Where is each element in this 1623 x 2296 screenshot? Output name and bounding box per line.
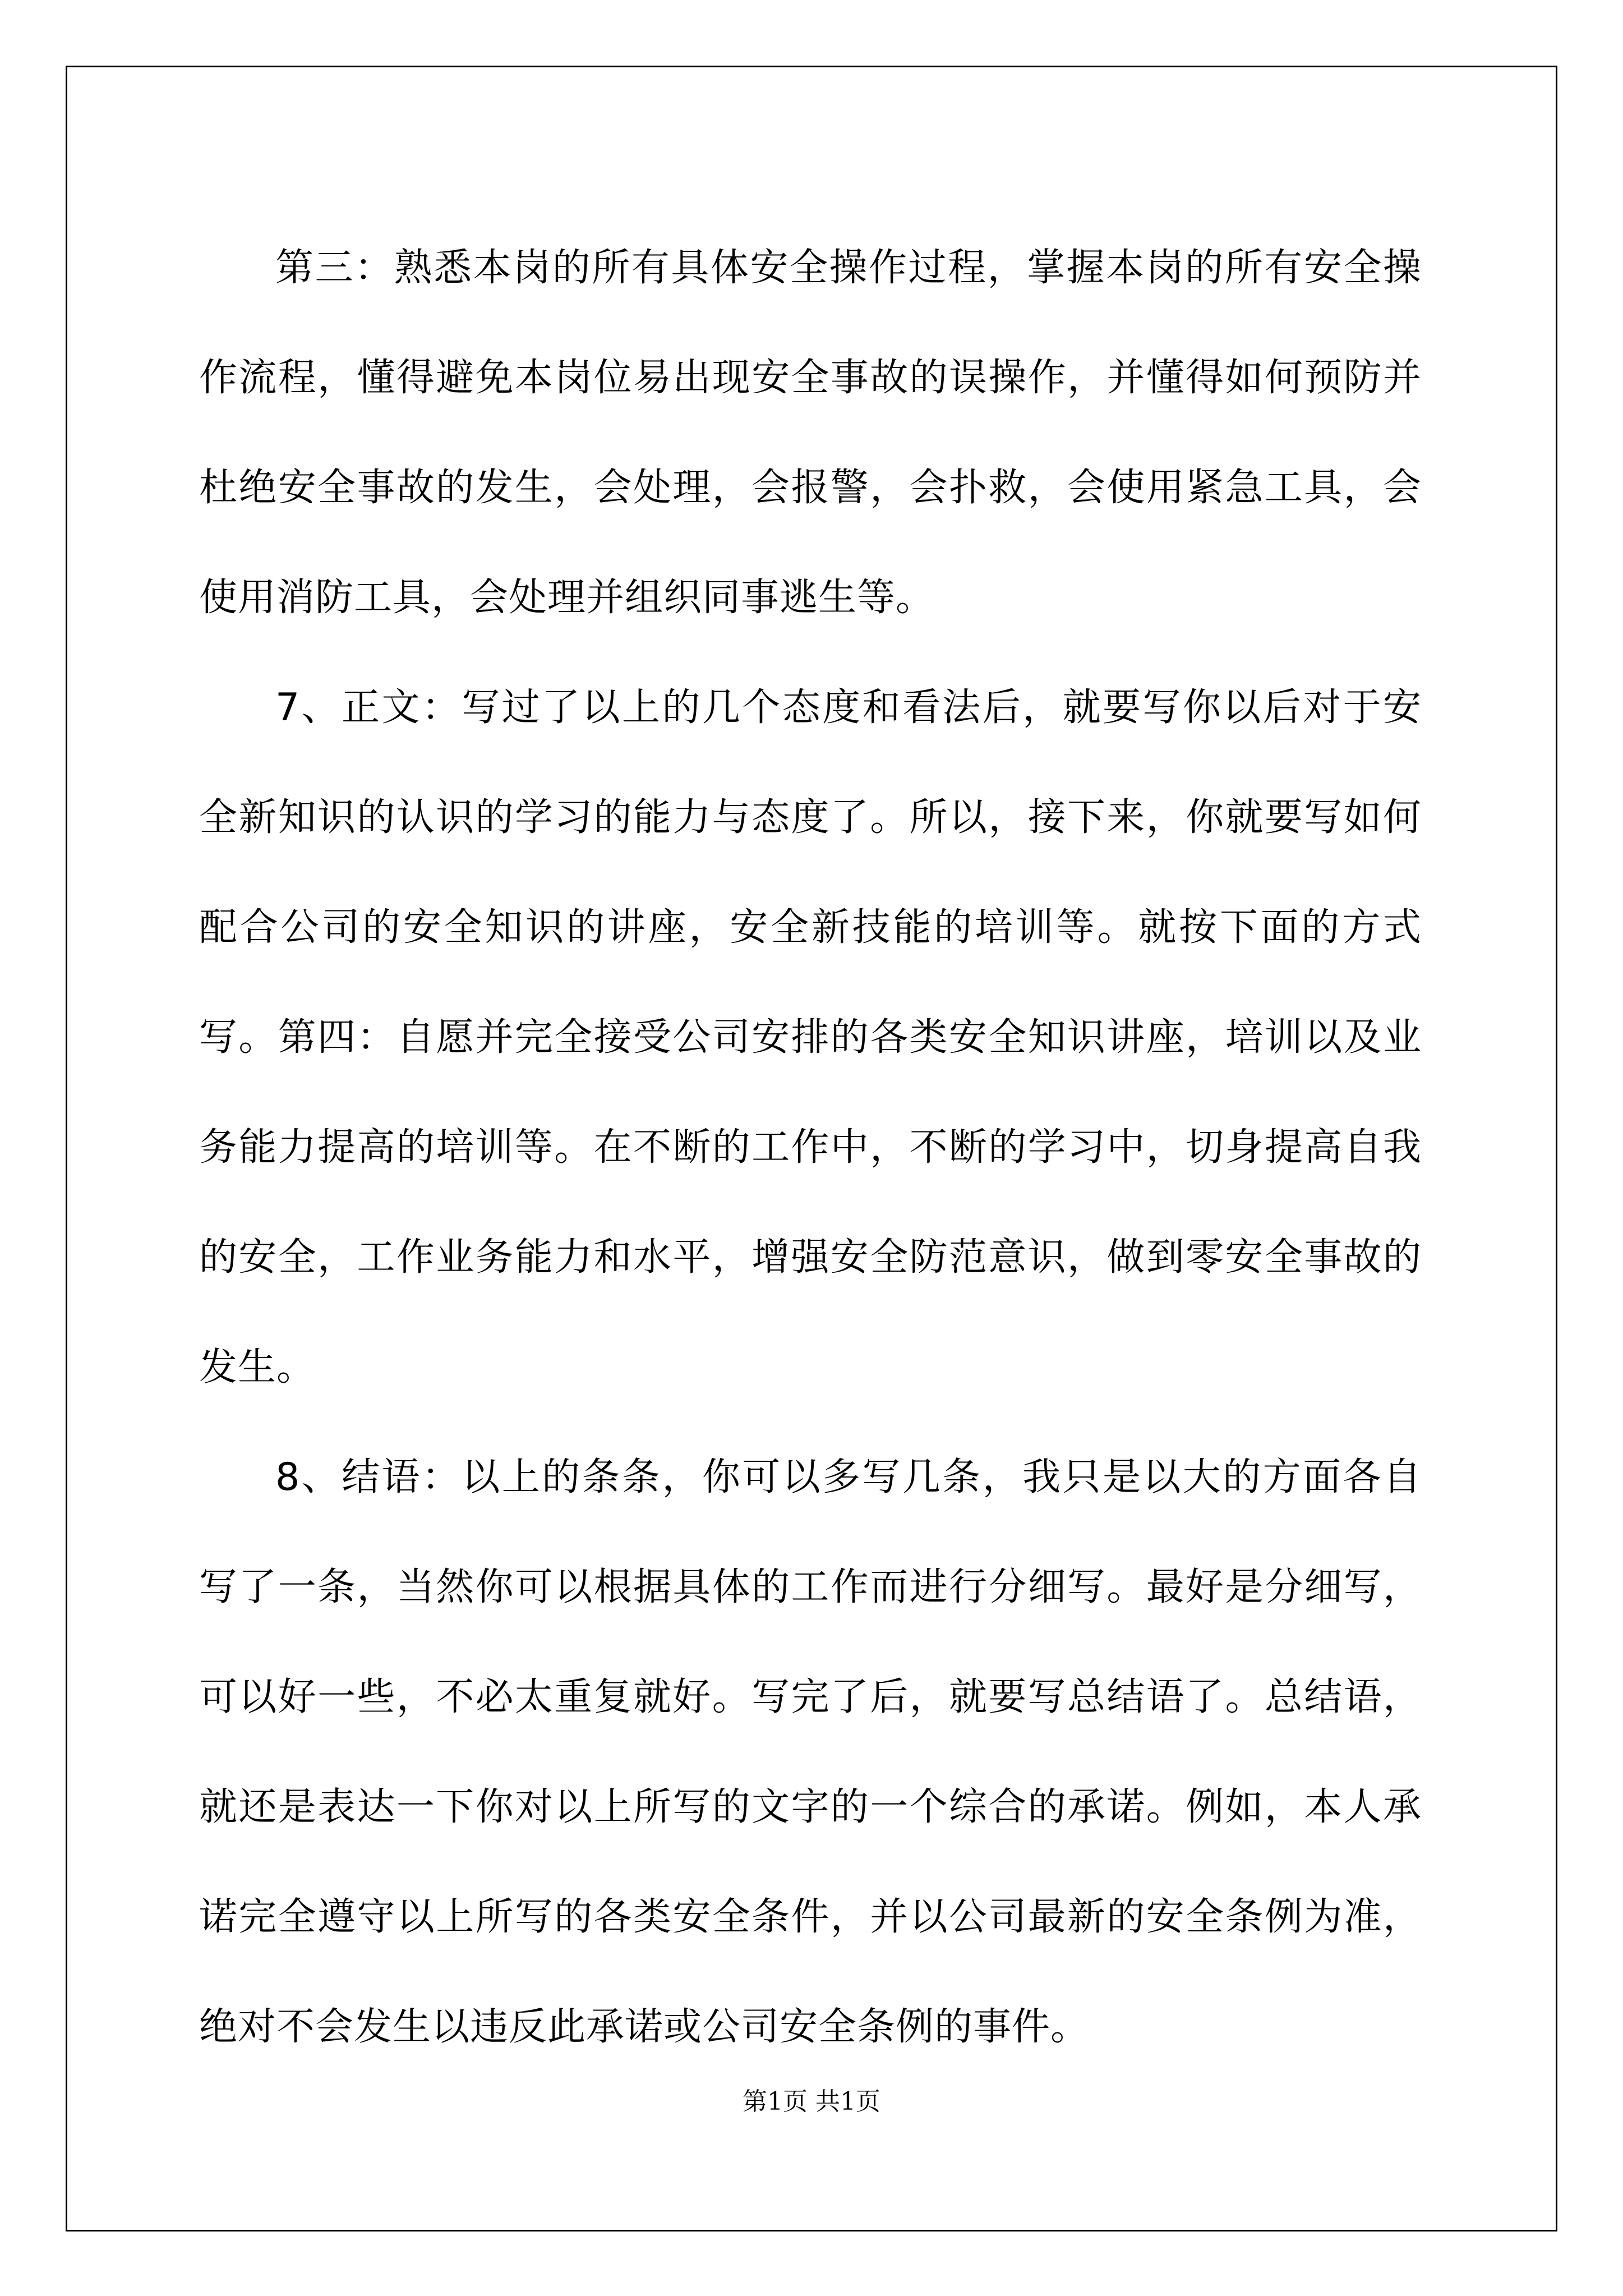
document-body: [199, 213, 1422, 2082]
paragraph-conclusion: 8、结语：以上的条条，你可以多写几条，我只是以大的方面各自写了一条，当然你可以根据具体的工作而进行分细写。最好是分细写，可以好一些，不必太重复就好。写完了后，就要写总结语了。总结语，就还是表达一下你对以上所写的文字的一个综合的承诺。例如，本人承诺完全遵守以上所写的各类安全条件，并以公司最新的安全条例为准，绝对不会发生以违反此承诺或公司安全条例的事件。: [199, 1455, 1422, 2049]
paragraph-main-text: 7、正文：写过了以上的几个态度和看法后，就要写你以后对于安全新知识的认识的学习的能力与态度了。所以，接下来，你就要写如何配合公司的安全知识的讲座，安全新技能的培训等。就按下面的方式写。第四：自愿并完全接受公司安排的各类安全知识讲座，培训以及业务能力提高的培训等。在不断的工作中，不断的学习中，切身提高自我的安全，工作业务能力和水平，增强安全防范意识，做到零安全事故的发生。: [199, 685, 1422, 1389]
paragraph-section-three: 第三：熟悉本岗的所有具体安全操作过程，掌握本岗的所有安全操作流程，懂得避免本岗位易出现安全事故的误操作，并懂得如何预防并杜绝安全事故的发生，会处理，会报警，会扑救，会使用紧急工具，会使用消防工具，会处理并组织同事逃生等。: [199, 246, 1422, 620]
page-footer: 第1页 共1页: [743, 2087, 880, 2116]
